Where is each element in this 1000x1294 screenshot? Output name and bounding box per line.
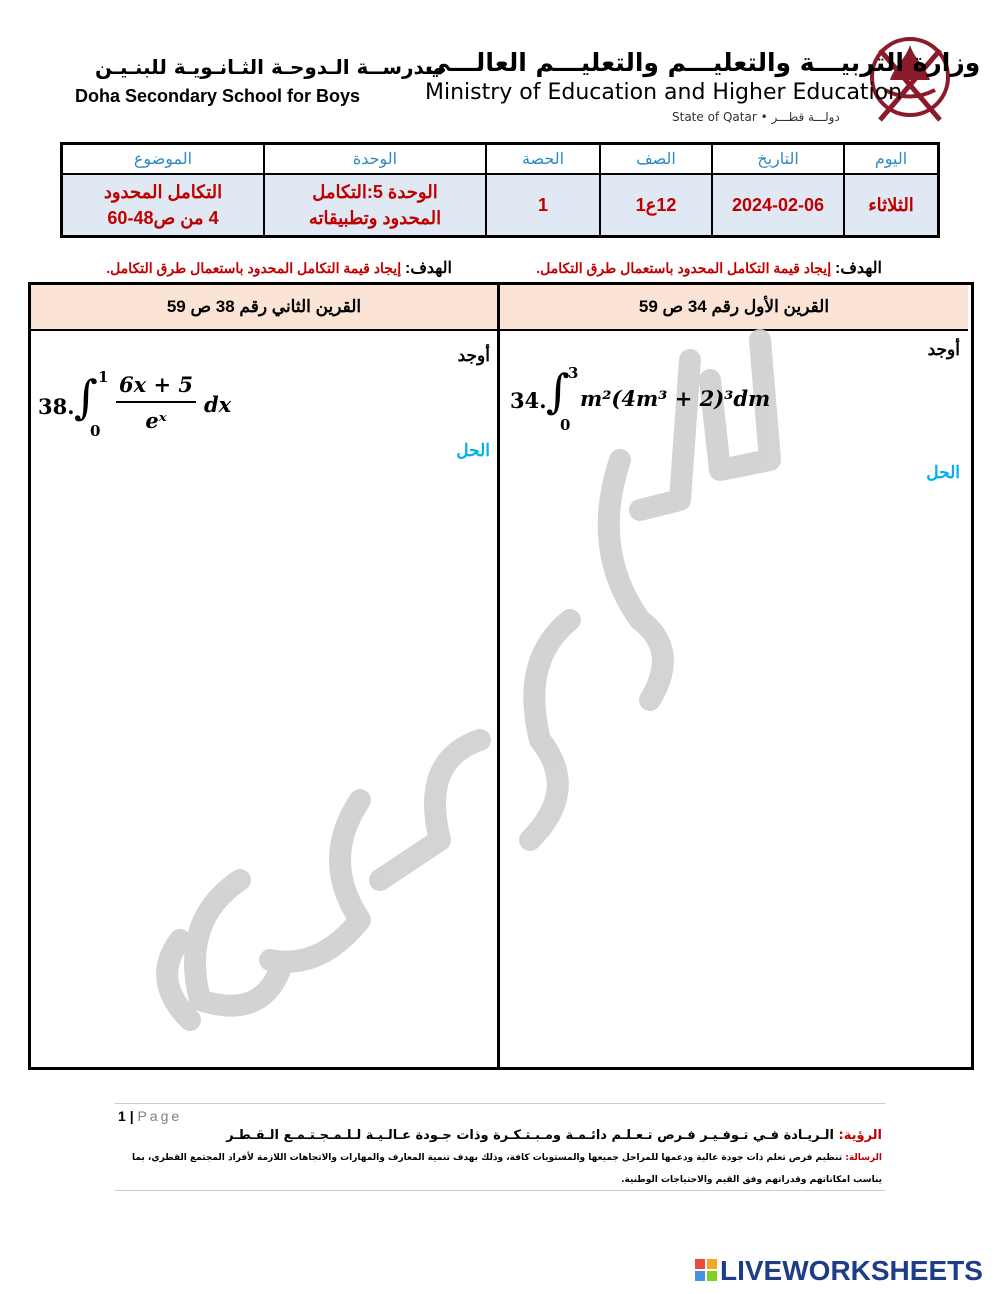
solution-label-38: الحل	[456, 441, 490, 460]
denominator-38: eˣ	[145, 408, 167, 433]
find-label-38: أوجد	[457, 346, 490, 365]
header-day: اليوم	[844, 144, 939, 175]
value-period: 1	[486, 174, 600, 237]
vision-text: الـريـادة فـي تـوفـيـر فـرص تـعـلـم دائـمـة ومـبـتـكـرة وذات جـودة عـالـيـة لـلـمـجـتـمـع الـقـطـر	[226, 1128, 834, 1143]
find-label-34: أوجد	[927, 340, 960, 359]
value-unit: الوحدة 5:التكامل المحدود وتطبيقاته	[264, 174, 486, 237]
exercise-header-34: القرين الأول رقم 34 ص 59	[500, 285, 968, 331]
value-topic: التكامل المحدود 4 من ص48-60	[62, 174, 265, 237]
lesson-info-table	[60, 142, 940, 238]
page-number	[118, 1108, 182, 1124]
exercise-number-34: 34.	[510, 388, 547, 413]
ministry-title-en: Ministry of Education and Higher Education	[425, 80, 903, 105]
header-unit: الوحدة	[264, 144, 486, 175]
value-day: الثلاثاء	[844, 174, 939, 237]
mission-statement	[112, 1147, 882, 1191]
info-value-row	[62, 174, 939, 237]
goal-text: إيجاد قيمة التكامل المحدود باستعمال طرق التكامل.	[536, 260, 832, 276]
footer-divider-bottom	[115, 1190, 885, 1191]
upper-limit-34: 3	[568, 364, 579, 382]
page-word: Page	[137, 1108, 183, 1124]
vision-statement	[226, 1128, 882, 1143]
ministry-title-ar: وزارة التربيـــة والتعليـــم والتعليـــم العالـــي	[425, 48, 981, 77]
exercise-number-38: 38.	[38, 394, 75, 419]
value-date: 2024-02-06	[712, 174, 844, 237]
numerator-38: 6x + 5	[119, 372, 193, 397]
school-name-en: Doha Secondary School for Boys	[75, 86, 361, 106]
upper-limit-38: 1	[98, 368, 109, 386]
mission-text: تنظيم فرص تعلم ذات جودة عالية ودعمها للمراحل جميعها والمستويات كافة، وذلك بهدف تنمية المعارف والمهارات والاتجاهات اللازمة لأفراد المجتمع القطري، بما يناسب امكاناتهم وقدراتهم وفق القيم والاحتياجات الوطنية.	[131, 1153, 882, 1185]
header-class: الصف	[600, 144, 712, 175]
liveworksheets-brand[interactable]: LIVEWORKSHEETS	[720, 1255, 983, 1286]
solution-label-34: الحل	[926, 463, 960, 482]
goal-left	[106, 258, 452, 278]
integral-38	[38, 368, 338, 448]
goal-right	[536, 258, 882, 278]
lower-limit-34: 0	[560, 416, 571, 434]
footer-divider	[115, 1103, 885, 1104]
goal-label: الهدف:	[834, 260, 882, 277]
page-sep: |	[129, 1108, 134, 1124]
qatar-emblem-icon	[860, 25, 960, 130]
integral-sign-icon: ∫	[74, 370, 98, 424]
liveworksheets-logo-icon	[695, 1259, 717, 1281]
mission-label: الرسالة:	[845, 1153, 882, 1163]
differential-38: dx	[204, 392, 232, 417]
exercise-header-38: القرين الثاني رقم 38 ص 59	[31, 285, 497, 331]
school-name-ar: مـدرســة الـدوحـة الثـانـويـة للبنـيـن	[95, 55, 445, 79]
goal-label: الهدف:	[404, 260, 452, 277]
integral-34	[510, 366, 810, 436]
vision-label: الرؤية:	[838, 1128, 882, 1143]
page-num: 1	[118, 1108, 126, 1124]
fraction-bar	[116, 401, 196, 403]
lower-limit-38: 0	[90, 422, 101, 440]
state-label: State of Qatar • دولـــة قطـــر	[672, 110, 840, 124]
header-topic: الموضوع	[62, 144, 265, 175]
value-class: 12ع1	[600, 174, 712, 237]
info-header-row	[62, 144, 939, 175]
integral-sign-icon: ∫	[546, 364, 570, 418]
header-period: الحصة	[486, 144, 600, 175]
goal-text: إيجاد قيمة التكامل المحدود باستعمال طرق التكامل.	[106, 260, 402, 276]
integrand-34: m²(4m³ + 2)³dm	[580, 386, 771, 411]
header-date: التاريخ	[712, 144, 844, 175]
